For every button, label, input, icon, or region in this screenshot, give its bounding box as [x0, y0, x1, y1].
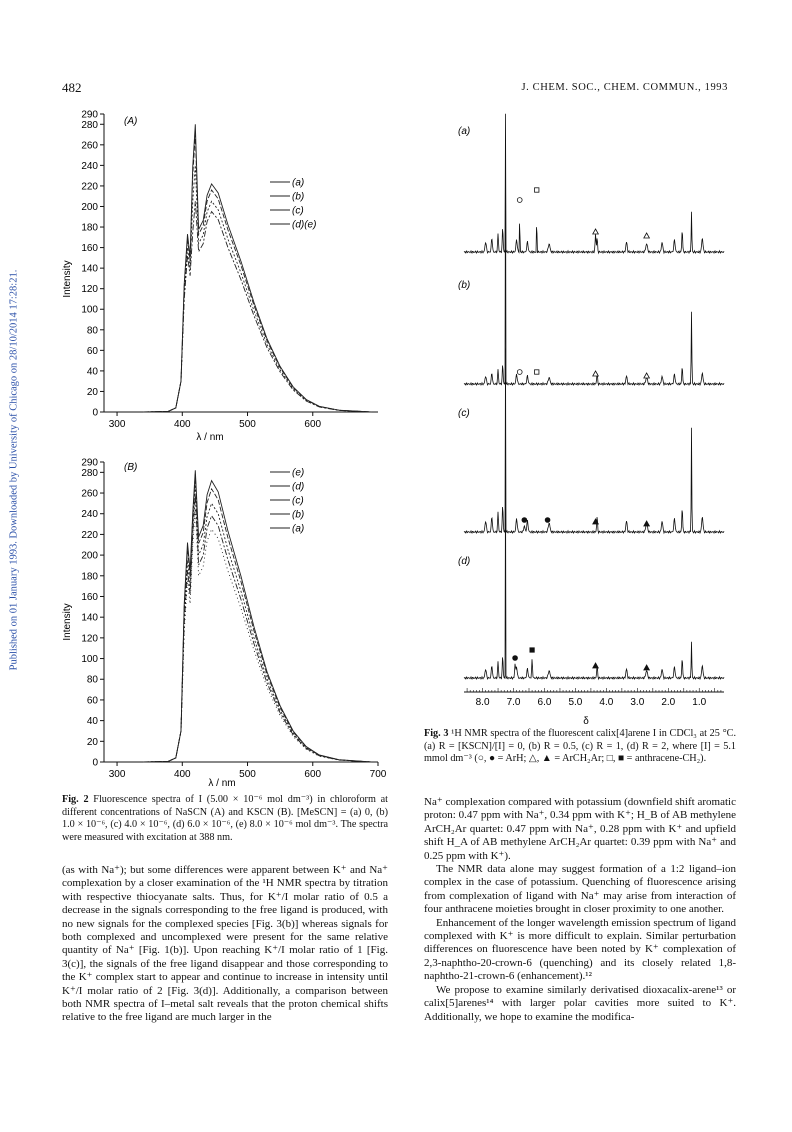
left-column-text — [62, 864, 388, 1025]
y-tick-label: 280 — [81, 467, 98, 479]
page-number: 482 — [62, 80, 82, 95]
fig2-caption — [62, 794, 388, 844]
legend-label: (b) — [292, 509, 305, 521]
y-tick-label: 260 — [81, 140, 98, 152]
paragraph: Enhancement of the longer wavelength emission spectrum of ligand complexed with K⁺ is more difficult to explain. Similar perturbation differences on fluorescence have been noted by K⁺ complexation of 2,3-naphtho-20-crown-6 (quenching) and its closely related 1,8-naphtho-21-crown-6 (enhancement).¹² — [424, 916, 736, 983]
legend-label: (a) — [292, 523, 305, 535]
y-tick-label: 160 — [81, 243, 98, 255]
nmr-marker-anthracene — [535, 370, 539, 374]
nmr-trace-d — [464, 477, 724, 679]
fluorescence-chart-b — [60, 452, 390, 792]
chart-a-ylabel: Intensity — [62, 260, 73, 298]
right-column-text — [424, 796, 736, 1024]
nmr-tick-label: 7.0 — [506, 697, 521, 708]
nmr-marker-arch2ar — [593, 229, 599, 234]
x-tick-label: 500 — [239, 769, 256, 780]
y-tick-label: 120 — [81, 284, 98, 296]
nmr-panel-label-d: (d) — [458, 556, 471, 567]
fig2-text: Fluorescence spectra of I (5.00 × 10⁻⁶ mol dm⁻³) in chloroform at different concentrations of NaSCN (A) and KSCN (B). [MeSCN] = (a) 0, (b) 1.0 × 10⁻⁶, (c) 4.0 × 10⁻⁶, (d) 6.0 × 10⁻⁶, (e) 8.0 × 10⁻⁶ mol dm⁻³. The spectra were measured with excitation at 388 nm. — [62, 794, 388, 843]
y-tick-label: 60 — [86, 345, 98, 357]
fluorescence-chart-a — [60, 104, 390, 454]
series-line-a — [143, 509, 371, 762]
y-tick-label: 220 — [81, 529, 98, 541]
nmr-panel-label-b: (b) — [458, 280, 471, 291]
nmr-marker-arch2ar — [593, 663, 599, 668]
y-tick-label: 140 — [81, 612, 98, 624]
x-tick-label: 700 — [369, 769, 387, 780]
x-tick-label: 400 — [173, 769, 191, 780]
x-tick-label: 300 — [108, 419, 126, 430]
journal-header: J. CHEM. SOC., CHEM. COMMUN., 1993 — [521, 82, 728, 93]
nmr-tick-label: 4.0 — [599, 697, 614, 708]
legend-label: (b) — [292, 191, 305, 203]
chart-a-xlabel: λ / nm — [196, 432, 224, 443]
y-tick-label: 40 — [86, 366, 98, 378]
nmr-marker-arch2ar — [644, 233, 650, 238]
series-line-b — [143, 135, 371, 412]
y-tick-label: 140 — [81, 263, 98, 275]
nmr-marker-arh — [522, 518, 527, 523]
y-tick-label: 240 — [81, 509, 98, 521]
nmr-marker-arch2ar — [644, 373, 650, 378]
fig3-caption — [424, 728, 736, 766]
nmr-tick-label: 2.0 — [661, 697, 676, 708]
legend-label: (d) — [292, 481, 305, 493]
y-tick-label: 200 — [81, 201, 98, 213]
nmr-marker-arch2ar — [593, 371, 599, 376]
fig3-text: ¹H NMR spectra of the fluorescent calix[4]arene I in CDCl₃ at 25 °C. (a) R = [KSCN]/[I] = 0, (b) R = 0.5, (c) R = 1, (d) R = 2, where [I] = 5.1 mmol dm⁻³ (○, ● = ArH; △, ▲ = ArCH₂Ar; □, ■ = anthracene-CH₂). — [424, 728, 736, 765]
chart-b-panel-label: (B) — [124, 462, 138, 473]
y-tick-label: 60 — [86, 695, 98, 707]
chart-b-ylabel: Intensity — [62, 603, 73, 641]
paragraph: The NMR data alone may suggest formation of a 1:2 ligand–ion complex in the case of potassium. Quenching of fluorescence arising from complexation of ligand with Na⁺ may arise from interaction of four anthracene moieties brought in closer proximity to one another. — [424, 863, 736, 916]
nmr-tick-label: 6.0 — [537, 697, 552, 708]
nmr-tick-label: 8.0 — [475, 697, 490, 708]
nmr-marker-arch2ar — [644, 521, 650, 526]
y-tick-label: 80 — [86, 325, 98, 337]
y-tick-label: 100 — [81, 304, 98, 316]
nmr-marker-arh — [513, 656, 518, 661]
series-line-c — [143, 483, 371, 762]
y-tick-label: 0 — [92, 757, 98, 769]
nmr-marker-anthracene — [530, 648, 534, 652]
nmr-marker-arh — [545, 518, 550, 523]
y-tick-label: 160 — [81, 591, 98, 603]
y-tick-label: 80 — [86, 674, 98, 686]
y-tick-label: 20 — [86, 736, 98, 748]
nmr-spectra-chart — [440, 112, 740, 724]
legend-label: (e) — [292, 467, 305, 479]
paragraph: (as with Na⁺); but some differences were apparent between K⁺ and Na⁺ complexation by a closer examination of the ¹H NMR spectra by titration with respective thiocyanate salts. Thus, for K⁺/I molar ratio of 0.5 a decrease in the signals corresponding to the free ligand is produced, with no new signals for the complexed species [Fig. 3(b)] whereas signals for both complexed and uncomplexed were present for the same relative quantity of Na⁺ [Fig. 1(b)]. Upon reaching K⁺/I molar ratio of 1 [Fig. 3(c)], the signals of the free ligand disappear and those corresponding to the K⁺ complex start to appear and continue to increase in intensity until K⁺/I molar ratio of 2 [Fig. 3(d)]. Additionally, a comparison between both NMR spectra of I–metal salt reveals that the proton chemical shifts relative to the free ligand are much larger in the — [62, 864, 388, 1024]
legend-label: (d)(e) — [292, 219, 317, 231]
fig3-label: Fig. 3 — [424, 728, 449, 739]
paragraph: We propose to examine similarly derivatised dioxacalix-arene¹³ or calix[5]arenes¹⁴ with larger polar cavities more suited to K⁺. Additionally, we hope to examine the modifica- — [424, 983, 736, 1023]
series-line-b — [143, 495, 371, 762]
y-tick-label: 290 — [81, 109, 98, 121]
y-tick-label: 280 — [81, 119, 98, 131]
nmr-tick-label: 5.0 — [568, 697, 583, 708]
legend-label: (a) — [292, 177, 305, 189]
y-tick-label: 20 — [86, 386, 98, 398]
series-line-de — [143, 201, 371, 412]
y-tick-label: 100 — [81, 654, 98, 666]
series-line-d — [143, 474, 371, 762]
x-tick-label: 500 — [239, 419, 256, 430]
fig2-label: Fig. 2 — [62, 794, 89, 805]
nmr-marker-arh — [517, 198, 522, 203]
y-tick-label: 120 — [81, 633, 98, 645]
nmr-panel-label-a: (a) — [458, 126, 471, 137]
y-tick-label: 200 — [81, 550, 98, 562]
y-tick-label: 240 — [81, 160, 98, 172]
y-tick-label: 180 — [81, 222, 98, 234]
chart-a-panel-label: (A) — [124, 116, 138, 127]
x-tick-label: 600 — [304, 769, 322, 780]
nmr-panel-label-c: (c) — [458, 408, 470, 419]
series-line-a — [143, 124, 371, 412]
y-tick-label: 260 — [81, 488, 98, 500]
nmr-trace-b — [464, 140, 724, 386]
download-notice: Published on 01 January 1993. Downloaded by University of Chicago on 28/10/2014 17:28:21. — [8, 269, 20, 671]
nmr-tick-label: 3.0 — [630, 697, 645, 708]
legend-label: (c) — [292, 495, 304, 507]
y-tick-label: 40 — [86, 716, 98, 728]
x-tick-label: 300 — [108, 769, 126, 780]
y-tick-label: 0 — [92, 407, 98, 419]
series-line-c — [143, 165, 371, 412]
x-tick-label: 600 — [304, 419, 322, 430]
x-tick-label: 400 — [173, 419, 191, 430]
paragraph: Na⁺ complexation compared with potassium (downfield shift aromatic proton: 0.47 ppm with Na⁺, 0.34 ppm with K⁺; H_B of AB methylene ArCH₂Ar quartet: 0.47 ppm with Na⁺, 0.28 ppm with K⁺ and upfield shift H_A of AB methylene ArCH₂Ar quartet: 0.39 ppm with Na⁺ and 0.25 ppm with K⁺). — [424, 796, 736, 862]
y-tick-label: 290 — [81, 457, 98, 469]
nmr-tick-label: 1.0 — [692, 697, 707, 708]
nmr-marker-arh — [517, 370, 522, 375]
nmr-marker-arch2ar — [644, 665, 650, 670]
nmr-marker-anthracene — [535, 188, 539, 192]
nmr-xlabel: δ — [583, 716, 589, 724]
legend-label: (c) — [292, 205, 304, 217]
series-line-e — [143, 467, 371, 762]
y-tick-label: 220 — [81, 181, 98, 193]
chart-b-xlabel: λ / nm — [208, 778, 236, 789]
y-tick-label: 180 — [81, 571, 98, 583]
